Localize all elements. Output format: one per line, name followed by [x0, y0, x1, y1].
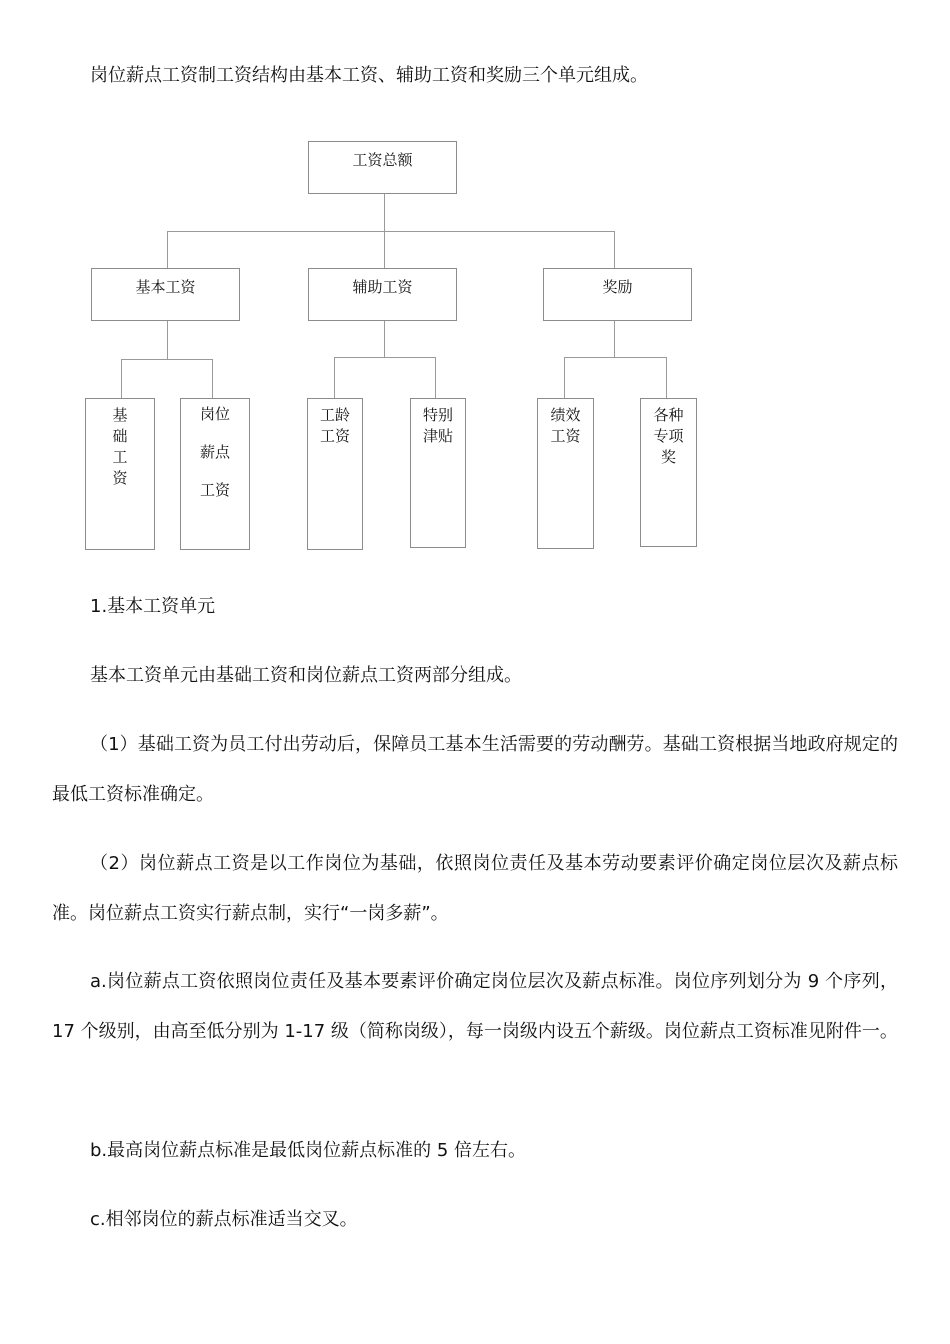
connector-line	[167, 231, 168, 268]
diagram-label: 工资	[550, 427, 581, 445]
paragraph-position-salary: （2）岗位薪点工资是以工作岗位为基础，依照岗位责任及基本劳动要素评价确定岗位层次及薪点标准。岗位薪点工资实行薪点制，实行“一岗多薪”。	[52, 853, 898, 924]
diagram-label: 特别	[422, 406, 453, 424]
diagram-label	[181, 424, 249, 443]
diagram-box-auxiliary-salary	[308, 268, 457, 321]
section1-intro: 基本工资单元由基础工资和岗位薪点工资两部分组成。	[90, 665, 522, 686]
intro-paragraph: 岗位薪点工资制工资结构由基本工资、辅助工资和奖励三个单元组成。	[90, 65, 648, 86]
connector-line	[564, 357, 565, 398]
diagram-label: 奖励	[602, 278, 633, 296]
connector-line	[334, 357, 335, 398]
connector-line	[614, 231, 615, 268]
connector-line	[121, 359, 122, 398]
paragraph-base-salary: （1）基础工资为员工付出劳动后，保障员工基本生活需要的劳动酬劳。基础工资根据当地政府规定的最低工资标准确定。	[52, 734, 898, 805]
connector-line	[167, 231, 615, 232]
diagram-label: 辅助工资	[352, 278, 413, 296]
diagram-label: 薪点	[199, 443, 230, 461]
paragraph-b: b.最高岗位薪点标准是最低岗位薪点标准的 5 倍左右。	[90, 1140, 527, 1161]
diagram-box-performance-salary	[537, 398, 594, 549]
diagram-label: 各种	[653, 406, 684, 424]
diagram-box-seniority-salary	[307, 398, 363, 550]
connector-line	[167, 321, 168, 359]
connector-line	[384, 321, 385, 357]
diagram-label: 资	[112, 469, 128, 487]
connector-line	[666, 357, 667, 398]
diagram-label: 基本工资	[135, 278, 196, 296]
diagram-label: 工资	[319, 427, 350, 445]
connector-line	[212, 359, 213, 398]
connector-line	[334, 357, 436, 358]
diagram-label: 工	[112, 448, 128, 466]
diagram-label: 专项	[653, 427, 684, 445]
diagram-box-basic-salary	[91, 268, 240, 321]
diagram-box-special-allowance	[410, 398, 466, 548]
diagram-box-special-awards	[640, 398, 697, 547]
diagram-root-box	[308, 141, 457, 194]
connector-line	[121, 359, 213, 360]
diagram-box-base-salary	[85, 398, 155, 550]
paragraph-a: a.岗位薪点工资依照岗位责任及基本要素评价确定岗位层次及薪点标准。岗位序列划分为 9 个序列，17 个级别，由高至低分别为 1-17 级（简称岗级），每一岗级内设五个薪级。岗位薪点工资标准见附件一。	[52, 971, 898, 1042]
diagram-root-label: 工资总额	[352, 151, 413, 169]
diagram-label: 岗位	[199, 405, 230, 423]
diagram-label: 奖	[660, 448, 676, 466]
diagram-box-position-point-salary	[180, 398, 250, 550]
diagram-label: 础	[112, 427, 128, 445]
section1-heading: 1.基本工资单元	[90, 596, 216, 617]
diagram-label	[181, 462, 249, 481]
diagram-label: 绩效	[550, 406, 581, 424]
diagram-box-bonus	[543, 268, 692, 321]
connector-line	[564, 357, 667, 358]
diagram-label: 基	[112, 406, 128, 424]
diagram-label: 工龄	[319, 406, 350, 424]
diagram-label: 津贴	[422, 427, 453, 445]
connector-line	[435, 357, 436, 398]
paragraph-c: c.相邻岗位的薪点标准适当交叉。	[90, 1209, 358, 1230]
connector-line	[614, 321, 615, 357]
diagram-label: 工资	[199, 481, 230, 499]
